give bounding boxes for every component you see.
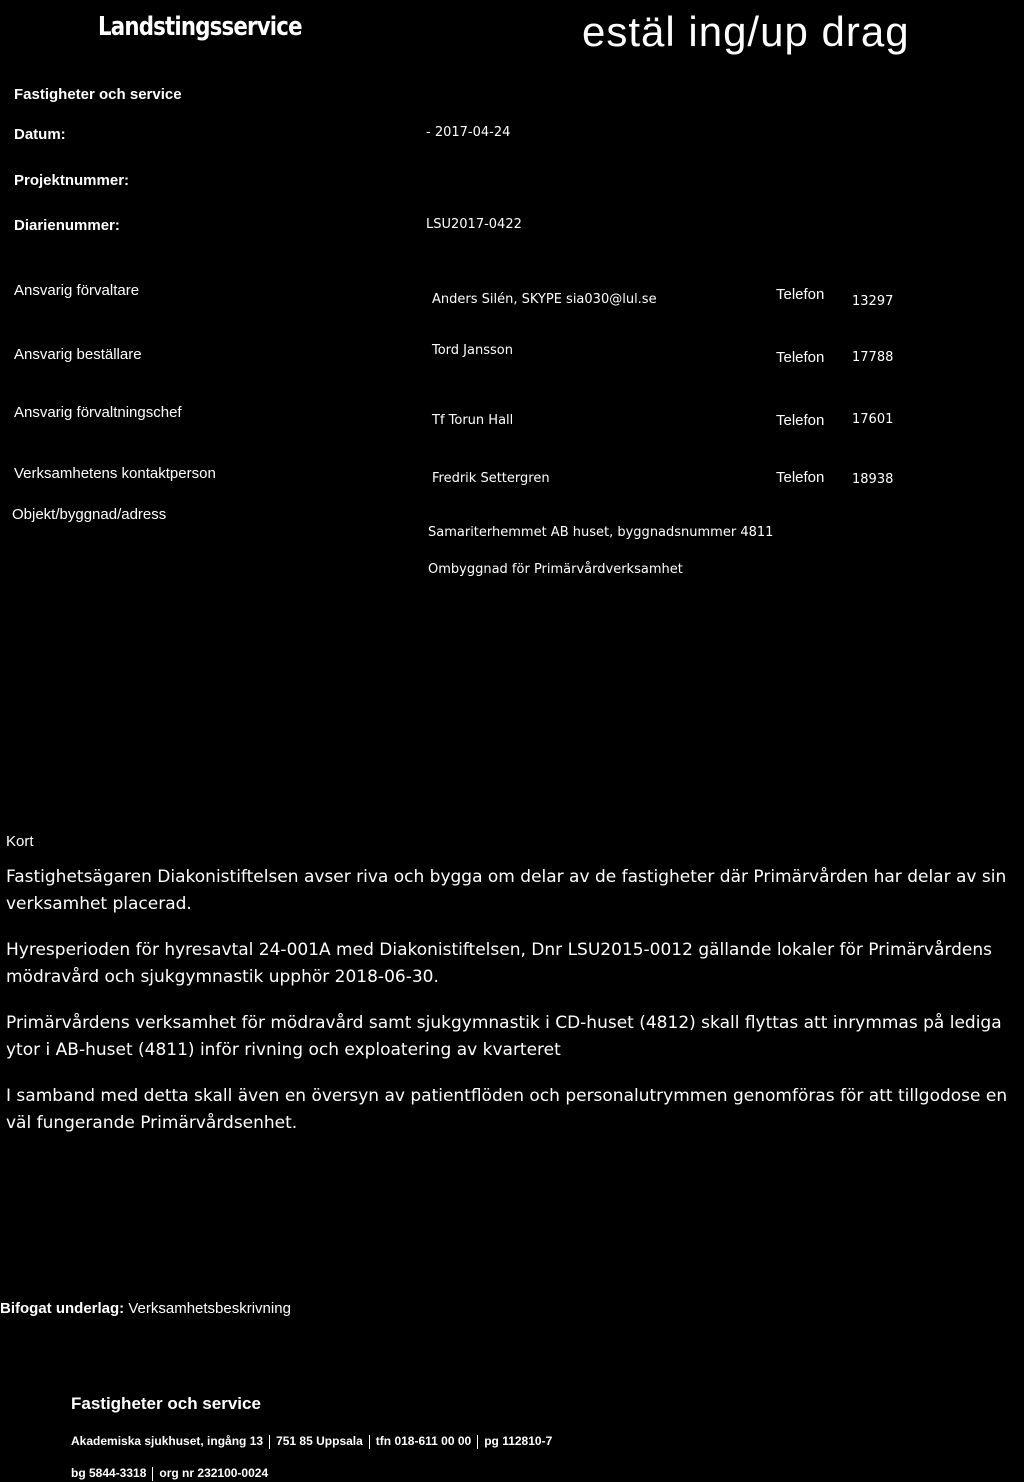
summary-paragraph: I samband med detta skall även en översyn av patientflöden och personalutrymmen genomföras för att tillgodose en väl fungerande Primärvårdsenhet. [6, 1086, 1008, 1133]
separator [477, 1435, 478, 1449]
object-address: Samariterhemmet AB huset, byggnadsnummer 4811 [428, 525, 774, 540]
attachments-value: Verksamhetsbeskrivning [128, 1300, 291, 1317]
separator [152, 1467, 153, 1481]
diary-number-label: Diarienummer: [14, 217, 120, 234]
summary-paragraph: Hyresperioden för hyresavtal 24-001A med Diakonistiftelsen, Dnr LSU2015-0012 gällande lokaler för Primärvårdens mödravård och sjukgymnastik upphör 2018-06-30. [6, 940, 992, 987]
contact-phone: 18938 [852, 472, 894, 487]
contact-name: Fredrik Settergren [432, 471, 550, 486]
contact-role: Verksamhetens kontaktperson [14, 465, 216, 482]
object-description: Ombyggnad för Primärvårdverksamhet [428, 562, 683, 577]
contact-phone-label: Telefon [776, 349, 825, 366]
contact-name: Tord Jansson [432, 343, 513, 358]
organization-logo: Landstingsservice [98, 12, 302, 42]
document-title: estäl ing/up drag [582, 8, 910, 55]
contact-role: Ansvarig beställare [14, 346, 142, 363]
footer-address-line [71, 1434, 552, 1449]
footer-postgiro: pg 112810-7 [484, 1434, 553, 1448]
contact-phone: 17601 [852, 412, 894, 427]
contact-role: Ansvarig förvaltningschef [14, 404, 182, 421]
summary-paragraph: Primärvårdens verksamhet för mödravård samt sjukgymnastik i CD-huset (4812) skall flyttas att inrymmas på lediga ytor i AB-huset (4811) inför rivning och exploatering av kvarteret [6, 1013, 1002, 1060]
separator [269, 1435, 270, 1449]
department-name: Fastigheter och service [14, 86, 182, 103]
contact-phone-label: Telefon [776, 412, 825, 429]
attachments-row [0, 1300, 291, 1317]
contact-name: Tf Torun Hall [432, 413, 514, 428]
summary-paragraph: Fastighetsägaren Diakonistiftelsen avser riva och bygga om delar av de fastigheter där Primärvården har delar av sin verksamhet placerad. [6, 867, 1007, 914]
footer-bank-line [71, 1466, 268, 1481]
footer-org-number: org nr 232100-0024 [159, 1466, 269, 1480]
footer-city: 751 85 Uppsala [276, 1434, 363, 1448]
object-label: Objekt/byggnad/adress [12, 506, 167, 523]
contact-phone: 13297 [852, 294, 894, 309]
contact-role: Ansvarig förvaltare [14, 282, 140, 299]
contact-name: Anders Silén, SKYPE sia030@lul.se [432, 292, 657, 307]
contact-phone-label: Telefon [776, 469, 825, 486]
summary-label: Kort [6, 833, 34, 850]
date-label: Datum: [14, 126, 66, 143]
separator [369, 1435, 370, 1449]
footer-title: Fastigheter och service [71, 1394, 261, 1413]
project-number-label: Projektnummer: [14, 172, 130, 189]
date-value: - 2017-04-24 [426, 125, 511, 140]
contact-phone-label: Telefon [776, 286, 825, 303]
diary-number-value: LSU2017-0422 [426, 217, 522, 232]
contact-phone: 17788 [852, 350, 894, 365]
footer-address: Akademiska sjukhuset, ingång 13 [71, 1434, 264, 1448]
footer-bankgiro: bg 5844-3318 [71, 1466, 147, 1480]
attachments-label: Bifogat underlag: [0, 1300, 125, 1317]
footer-phone: tfn 018-611 00 00 [375, 1434, 472, 1448]
